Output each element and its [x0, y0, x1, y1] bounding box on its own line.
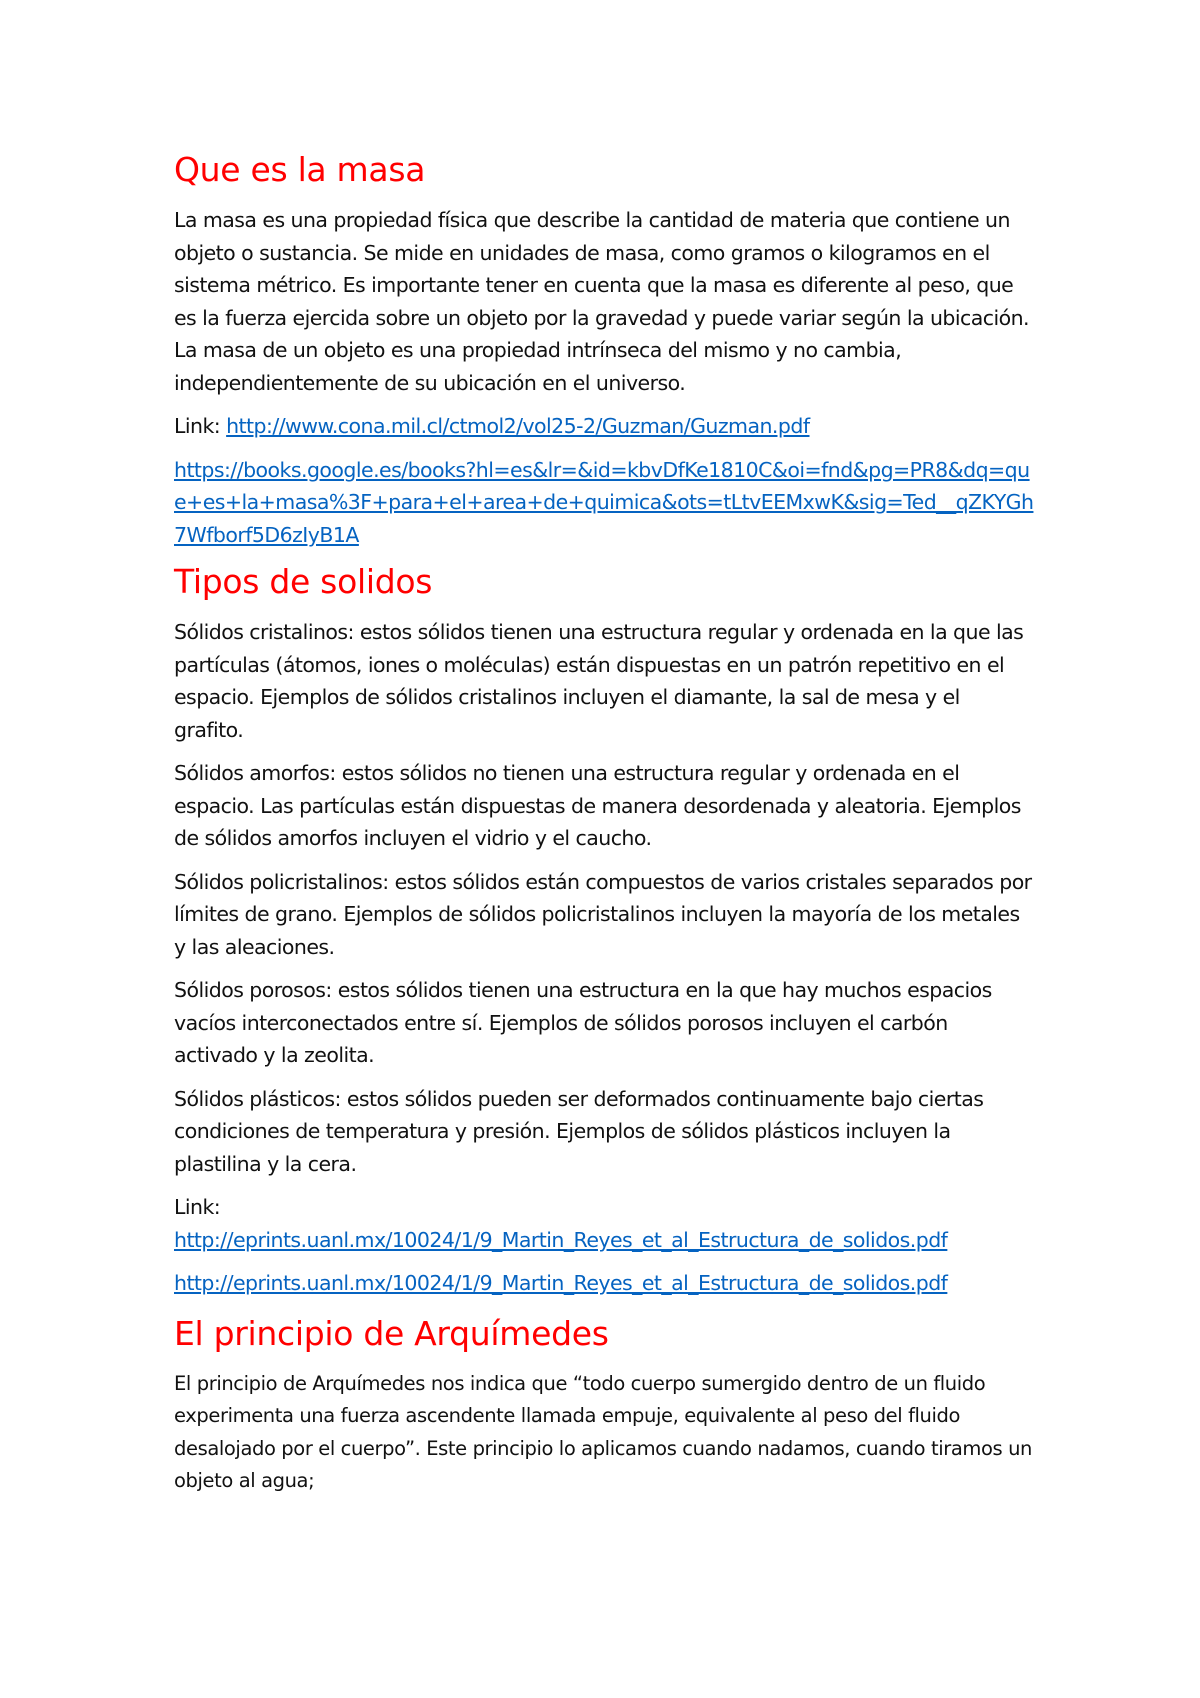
link-eprints-pdf-1[interactable]: http://eprints.uanl.mx/10024/1/9_Martin_Reyes_et_al_Estructura_de_solidos.pdf	[174, 1227, 948, 1252]
paragraph-solidos-policristalinos: Sólidos policristalinos: estos sólidos están compuestos de varios cristales separados por límites de grano. Ejemplos de sólidos policristalinos incluyen la mayoría de los metales y las aleaciones.	[174, 869, 1032, 959]
link-google-books[interactable]: https://books.google.es/books?hl=es&lr=&id=kbvDfKe1810C&oi=fnd&pg=PR8&dq=que+es+la+masa%3F+para+el+area+de+quimica&ots=tLtvEEMxwK&sig=Ted__qZKYGh7Wfborf5D6zIyB1A	[174, 457, 1034, 547]
section-arquimedes	[174, 1314, 1034, 1498]
link-line-eprints-2	[174, 1267, 1034, 1300]
heading-tipos-de-solidos: Tipos de solidos	[174, 562, 433, 601]
heading-que-es-la-masa: Que es la masa	[174, 150, 426, 189]
paragraph-masa: La masa es una propiedad física que describe la cantidad de materia que contiene un objeto o sustancia. Se mide en unidades de masa, como gramos o kilogramos en el sistema métrico. Es importante tener en cuenta que la masa es diferente al peso, que es la fuerza ejercida sobre un objeto por la gravedad y puede variar según la ubicación. La masa de un objeto es una propiedad intrínseca del mismo y no cambia, independientemente de su ubicación en el universo.	[174, 208, 1030, 395]
link-line-masa	[174, 410, 1034, 443]
link-label: Link:	[174, 414, 227, 438]
paragraph-solidos-porosos: Sólidos porosos: estos sólidos tienen una estructura en la que hay muchos espacios vacíos interconectados entre sí. Ejemplos de sólidos porosos incluyen el carbón activado y la zeolita.	[174, 978, 992, 1067]
section-tipos-de-solidos	[174, 562, 1034, 1300]
document-page	[174, 150, 1034, 1509]
heading-principio-arquimedes: El principio de Arquímedes	[174, 1313, 609, 1353]
link-eprints-pdf-2[interactable]: http://eprints.uanl.mx/10024/1/9_Martin_Reyes_et_al_Estructura_de_solidos.pdf	[174, 1271, 948, 1295]
link-label: Link:	[174, 1195, 221, 1219]
link-line-google-books	[174, 454, 1034, 552]
paragraph-solidos-cristalinos: Sólidos cristalinos: estos sólidos tienen una estructura regular y ordenada en la que las partículas (átomos, iones o moléculas) están dispuestas en un patrón repetitivo en el espacio. Ejemplos de sólidos cristalinos incluyen el diamante, la sal de mesa y el grafito.	[174, 620, 1024, 742]
paragraph-arquimedes: El principio de Arquímedes nos indica que “todo cuerpo sumergido dentro de un fluido experimenta una fuerza ascendente llamada empuje, equivalente al peso del fluido desalojado por el cuerpo”. Este principio lo aplicamos cuando nadamos, cuando tiramos un objeto al agua;	[174, 1371, 1033, 1492]
link-cona-pdf[interactable]: http://www.cona.mil.cl/ctmol2/vol25-2/Guzman/Guzman.pdf	[226, 414, 810, 438]
section-masa	[174, 150, 1034, 551]
link-line-eprints	[174, 1191, 1034, 1256]
paragraph-solidos-plasticos: Sólidos plásticos: estos sólidos pueden ser deformados continuamente bajo ciertas condiciones de temperatura y presión. Ejemplos de sólidos plásticos incluyen la plastilina y la cera.	[174, 1086, 984, 1176]
paragraph-solidos-amorfos: Sólidos amorfos: estos sólidos no tienen una estructura regular y ordenada en el espacio. Las partículas están dispuestas de manera desordenada y aleatoria. Ejemplos de sólidos amorfos incluyen el vidrio y el caucho.	[174, 761, 1021, 850]
